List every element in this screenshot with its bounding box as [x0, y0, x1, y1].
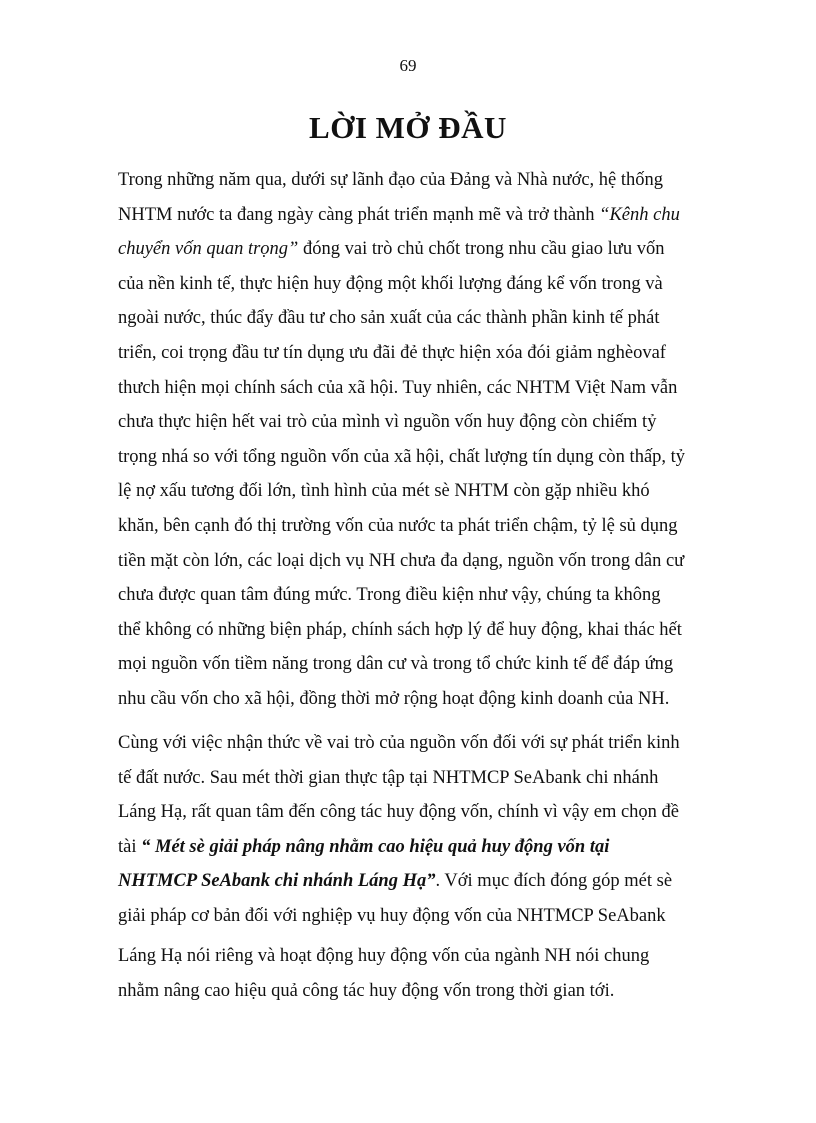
text-line: Láng Hạ nói riêng và hoạt động huy động vốn của ngành NH nói chung: [118, 946, 650, 966]
thesis-title: NHTMCP SeAbank chi nhánh Láng Hạ”: [118, 871, 436, 892]
text-line: khăn, bên cạnh đó thị trường vốn của nước ta phát triển chậm, tỷ lệ sủ dụng: [118, 515, 678, 536]
text-line: [118, 198, 700, 233]
text-line: giải pháp cơ bản đối với nghiệp vụ huy động vốn của NHTMCP SeAbank: [118, 905, 666, 926]
text-line: lệ nợ xấu tương đối lớn, tình hình của mét sè NHTM còn gặp nhiều khó: [118, 481, 650, 502]
text-line: Láng Hạ, rất quan tâm đến công tác huy động vốn, chính vì vậy em chọn đề: [118, 802, 680, 823]
paragraph-2: [118, 726, 700, 934]
text-line: triển, coi trọng đầu tư tín dụng ưu đãi đẻ thực hiện xóa đói giảm nghèovaf: [118, 342, 666, 363]
text-line: thể không có những biện pháp, chính sách hợp lý để huy động, khai thác hết: [118, 619, 682, 640]
text-line: [118, 232, 700, 267]
text-line: chưa được quan tâm đúng mức. Trong điều kiện như vậy, chúng ta không: [118, 585, 661, 606]
text-line: mọi nguồn vốn tiềm năng trong dân cư và trong tổ chức kinh tế để đáp ứng: [118, 654, 674, 675]
italic-quote: “Kênh chu: [599, 204, 680, 225]
text-line: tiền mặt còn lớn, các loại dịch vụ NH chưa đa dạng, nguồn vốn trong dân cư: [118, 550, 685, 571]
italic-quote: chuyển vốn quan trọng”: [118, 239, 299, 260]
text-span: NHTM nước ta đang ngày càng phát triển mạnh mẽ và trở thành: [118, 204, 600, 225]
text-line: trọng nhá so với tổng nguồn vốn của xã hội, chất lượng tín dụng còn thấp, tỷ: [118, 446, 686, 467]
paragraph-3: [118, 939, 700, 1008]
text-line: [118, 864, 700, 899]
text-line: nhằm nâng cao hiệu quả công tác huy động vốn trong thời gian tới.: [118, 980, 615, 1001]
text-line: của nền kinh tế, thực hiện huy động một khối lượng đáng kể vốn trong và: [118, 273, 663, 294]
text-span: tài: [118, 836, 142, 857]
text-line: [118, 830, 700, 865]
text-span: đóng vai trò chủ chốt trong nhu cầu giao lưu vốn: [298, 239, 665, 260]
paragraph-1: [118, 163, 700, 717]
thesis-title: “ Mét sè giải pháp nâng nhằm cao hiệu quả huy động vốn tại: [141, 836, 610, 857]
page-title: LỜI MỞ ĐẦU: [309, 110, 507, 145]
text-line: tế đất nước. Sau mét thời gian thực tập tại NHTMCP SeAbank chi nhánh: [118, 767, 659, 788]
page-number: 69: [399, 56, 417, 75]
text-line: nhu cầu vốn cho xã hội, đồng thời mở rộng hoạt động kinh doanh của NH.: [118, 688, 670, 709]
text-line: chưa thực hiện hết vai trò của mình vì nguồn vốn huy động còn chiếm tỷ: [118, 412, 657, 433]
text-line: ngoài nước, thúc đẩy đầu tư cho sản xuất của các thành phần kinh tế phát: [118, 308, 660, 329]
text-line: thưch hiện mọi chính sách của xã hội. Tuy nhiên, các NHTM Việt Nam vẫn: [118, 377, 678, 398]
text-line: Cùng với việc nhận thức về vai trò của nguồn vốn đối với sự phát triển kinh: [118, 733, 680, 753]
text-span: . Với mục đích đóng góp mét sè: [435, 871, 673, 892]
text-line: Trong những năm qua, dưới sự lãnh đạo của Đảng và Nhà nước, hệ thống: [118, 170, 664, 190]
